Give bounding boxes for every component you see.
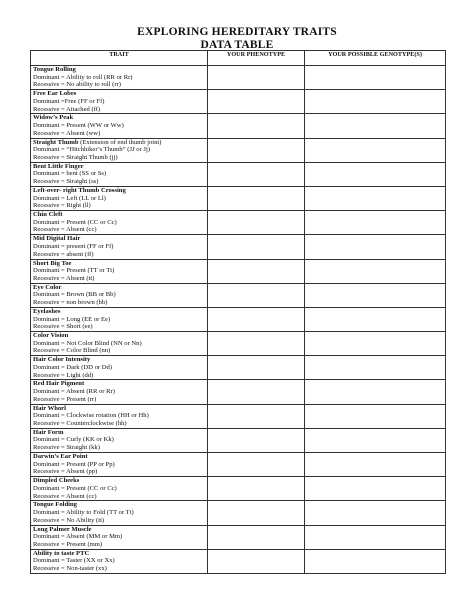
phenotype-cell[interactable] xyxy=(208,90,305,114)
genotype-cell[interactable] xyxy=(305,525,446,549)
trait-dominant: Dominant = Ability to roll (RR or Rr) xyxy=(33,73,133,81)
genotype-cell[interactable] xyxy=(305,477,446,501)
trait-recessive: Recessive = Light (dd) xyxy=(33,371,94,379)
trait-recessive: Recessive = Non-taster (xx) xyxy=(33,565,107,573)
trait-name: Chin Cleft xyxy=(33,211,63,219)
trait-name: Hair Color Intensity xyxy=(33,356,91,364)
trait-cell xyxy=(31,90,208,114)
trait-cell xyxy=(31,186,208,210)
table-row xyxy=(31,356,446,380)
genotype-cell[interactable] xyxy=(305,307,446,331)
traits-data-table xyxy=(30,50,446,574)
trait-dominant: Dominant = Present (CC or Cc) xyxy=(33,484,117,492)
table-row xyxy=(31,307,446,331)
trait-name: Mid Digital Hair xyxy=(33,235,81,243)
trait-recessive: Recessive = Absent (cc) xyxy=(33,226,97,234)
genotype-cell[interactable] xyxy=(305,211,446,235)
trait-recessive: Recessive = Color Blind (nn) xyxy=(33,347,111,355)
trait-name: Eyelashes xyxy=(33,307,61,315)
trait-heading xyxy=(33,356,207,364)
trait-heading xyxy=(33,550,207,558)
trait-dominant: Dominant = Curly (KK or Kk) xyxy=(33,436,114,444)
trait-name: Red Hair Pigment xyxy=(33,380,85,388)
trait-dominant: Dominant = Dark (DD or Dd) xyxy=(33,363,112,371)
trait-name: Hair Whorl xyxy=(33,404,66,412)
trait-cell xyxy=(31,283,208,307)
phenotype-cell[interactable] xyxy=(208,138,305,162)
phenotype-cell[interactable] xyxy=(208,404,305,428)
document-subtitle: DATA TABLE xyxy=(200,39,274,51)
trait-heading xyxy=(33,187,207,195)
trait-heading xyxy=(33,380,207,388)
trait-recessive: Recessive = Absent (pp) xyxy=(33,468,98,476)
trait-dominant: Dominant = Present (CC or Cc) xyxy=(33,218,117,226)
trait-recessive: Recessive = Present (rr) xyxy=(33,395,97,403)
trait-dominant: Dominant = Brown (BB or Bb) xyxy=(33,291,116,299)
phenotype-cell[interactable] xyxy=(208,259,305,283)
table-row xyxy=(31,162,446,186)
trait-name: Long Palmer Muscle xyxy=(33,525,92,533)
trait-cell xyxy=(31,404,208,428)
table-row xyxy=(31,235,446,259)
genotype-cell[interactable] xyxy=(305,235,446,259)
trait-name: Free Ear Lobes xyxy=(33,90,77,98)
genotype-cell[interactable] xyxy=(305,380,446,404)
phenotype-cell[interactable] xyxy=(208,356,305,380)
trait-recessive: Recessive = Counterclockwise (hh) xyxy=(33,419,127,427)
trait-cell xyxy=(31,114,208,138)
genotype-cell[interactable] xyxy=(305,138,446,162)
header-phenotype: YOUR PHENOTYPE xyxy=(208,51,305,66)
trait-name: Dimpled Cheeks xyxy=(33,477,80,485)
trait-recessive: Recessive = Right (ll) xyxy=(33,202,91,210)
phenotype-cell[interactable] xyxy=(208,235,305,259)
trait-name: Straight Thumb xyxy=(33,138,79,146)
table-header-row xyxy=(31,51,446,66)
trait-recessive: Recessive = absent (ff) xyxy=(33,250,94,258)
trait-recessive: Recessive = Straight (ss) xyxy=(33,178,99,186)
trait-cell xyxy=(31,501,208,525)
trait-heading xyxy=(33,114,207,122)
genotype-cell[interactable] xyxy=(305,114,446,138)
phenotype-cell[interactable] xyxy=(208,332,305,356)
phenotype-cell[interactable] xyxy=(208,428,305,452)
trait-cell xyxy=(31,525,208,549)
table-row xyxy=(31,138,446,162)
trait-heading xyxy=(33,66,207,74)
trait-dominant: Dominant = Not Color Blind (NN or Nn) xyxy=(33,339,142,347)
phenotype-cell[interactable] xyxy=(208,380,305,404)
trait-name: Color Vision xyxy=(33,332,69,340)
genotype-cell[interactable] xyxy=(305,428,446,452)
trait-recessive: Recessive = No ability to roll (rr) xyxy=(33,81,121,89)
trait-heading xyxy=(33,139,207,147)
trait-name: Ability to taste PTC xyxy=(33,549,90,557)
phenotype-cell[interactable] xyxy=(208,307,305,331)
genotype-cell[interactable] xyxy=(305,404,446,428)
trait-recessive: Recessive = Attached (ff) xyxy=(33,105,101,113)
phenotype-cell[interactable] xyxy=(208,549,305,573)
genotype-cell[interactable] xyxy=(305,501,446,525)
trait-note: (Extension of end thumb joint) xyxy=(78,138,162,146)
trait-dominant: Dominant = Ability to Fold (TT or Tt) xyxy=(33,509,134,517)
table-row xyxy=(31,428,446,452)
header-trait: TRAIT xyxy=(31,51,208,66)
trait-dominant: Dominant = Present (TT or Tt) xyxy=(33,267,115,275)
document-title: EXPLORING HEREDITARY TRAITS xyxy=(137,26,337,38)
phenotype-cell[interactable] xyxy=(208,453,305,477)
trait-cell xyxy=(31,477,208,501)
trait-heading xyxy=(33,332,207,340)
table-row xyxy=(31,259,446,283)
table-body xyxy=(31,66,446,574)
trait-recessive: Recessive = non brown (bb) xyxy=(33,299,108,306)
table-row xyxy=(31,404,446,428)
genotype-cell[interactable] xyxy=(305,283,446,307)
phenotype-cell[interactable] xyxy=(208,186,305,210)
trait-cell xyxy=(31,332,208,356)
trait-cell xyxy=(31,307,208,331)
trait-cell xyxy=(31,211,208,235)
table-row xyxy=(31,453,446,477)
trait-recessive: Recessive = Absent (cc) xyxy=(33,492,97,500)
table-row xyxy=(31,66,446,90)
trait-recessive: Recessive = Present (mm) xyxy=(33,540,103,548)
trait-heading xyxy=(33,211,207,219)
title-block xyxy=(0,26,474,52)
trait-name: Bent Little Finger xyxy=(33,162,84,170)
genotype-cell[interactable] xyxy=(305,162,446,186)
trait-name: Tongue Folding xyxy=(33,501,77,509)
trait-cell xyxy=(31,138,208,162)
table-row xyxy=(31,501,446,525)
trait-dominant: Dominant = Long (EE or Ee) xyxy=(33,315,111,323)
trait-name: Short Big Toe xyxy=(33,259,72,267)
trait-name: Widow’s Peak xyxy=(33,114,74,122)
trait-name: Left-over- right Thumb Crossing xyxy=(33,186,126,194)
header-genotype: YOUR POSSIBLE GENOTYPE(S) xyxy=(305,51,446,66)
trait-recessive: Recessive = Straight (kk) xyxy=(33,444,100,452)
table-row xyxy=(31,477,446,501)
trait-heading xyxy=(33,235,207,243)
trait-dominant: Dominant = present (FF or Ff) xyxy=(33,242,114,250)
trait-heading xyxy=(33,90,207,98)
trait-cell xyxy=(31,235,208,259)
trait-dominant: Dominant = “Hitchhiker’s Thumb” (JJ or Jj) xyxy=(33,146,151,154)
phenotype-cell[interactable] xyxy=(208,283,305,307)
trait-cell xyxy=(31,66,208,90)
genotype-cell[interactable] xyxy=(305,66,446,90)
trait-heading xyxy=(33,477,207,485)
phenotype-cell[interactable] xyxy=(208,66,305,90)
trait-cell xyxy=(31,162,208,186)
trait-heading xyxy=(33,453,207,461)
table-row xyxy=(31,549,446,573)
trait-recessive: Recessive = Absent (tt) xyxy=(33,274,95,282)
genotype-cell[interactable] xyxy=(305,549,446,573)
table-row xyxy=(31,114,446,138)
trait-recessive: Recessive = Straight Thumb (jj) xyxy=(33,153,118,161)
table-row xyxy=(31,525,446,549)
genotype-cell[interactable] xyxy=(305,356,446,380)
trait-name: Hair Form xyxy=(33,428,64,436)
phenotype-cell[interactable] xyxy=(208,162,305,186)
phenotype-cell[interactable] xyxy=(208,114,305,138)
trait-dominant: Dominant = Present (PP or Pp) xyxy=(33,460,115,468)
trait-heading xyxy=(33,260,207,268)
trait-recessive: Recessive = No Ability (tt) xyxy=(33,516,105,524)
genotype-cell[interactable] xyxy=(305,186,446,210)
trait-cell xyxy=(31,356,208,380)
trait-dominant: Dominant = Left (LL or Ll) xyxy=(33,194,106,202)
table-row xyxy=(31,380,446,404)
trait-dominant: Dominant = Absent (MM or Mm) xyxy=(33,533,123,541)
trait-heading xyxy=(33,526,207,534)
trait-heading xyxy=(33,284,207,292)
trait-dominant: Dominant =Free (FF or Ff) xyxy=(33,97,105,105)
trait-heading xyxy=(33,501,207,509)
table-row xyxy=(31,283,446,307)
trait-name: Eye Color xyxy=(33,283,62,291)
trait-dominant: Dominant = Taster (XX or Xx) xyxy=(33,557,115,565)
trait-cell xyxy=(31,380,208,404)
genotype-cell[interactable] xyxy=(305,259,446,283)
trait-cell xyxy=(31,453,208,477)
table-row xyxy=(31,186,446,210)
phenotype-cell[interactable] xyxy=(208,477,305,501)
trait-dominant: Dominant = Present (WW or Ww) xyxy=(33,122,124,130)
genotype-cell[interactable] xyxy=(305,90,446,114)
trait-heading xyxy=(33,308,207,316)
trait-dominant: Dominant = Clockwise rotation (HH or Hh) xyxy=(33,412,149,420)
table-row xyxy=(31,332,446,356)
trait-dominant: Dominant = Absent (RR or Rr) xyxy=(33,388,115,396)
table-row xyxy=(31,90,446,114)
trait-cell xyxy=(31,549,208,573)
trait-heading xyxy=(33,405,207,413)
trait-heading xyxy=(33,429,207,437)
genotype-cell[interactable] xyxy=(305,332,446,356)
genotype-cell[interactable] xyxy=(305,453,446,477)
trait-recessive: Recessive = Absent (ww) xyxy=(33,129,101,137)
trait-recessive: Recessive = Short (ee) xyxy=(33,323,93,331)
phenotype-cell[interactable] xyxy=(208,211,305,235)
trait-name: Darwin’s Ear Point xyxy=(33,453,88,460)
trait-name: Tongue Rolling xyxy=(33,66,76,73)
phenotype-cell[interactable] xyxy=(208,525,305,549)
trait-heading xyxy=(33,163,207,171)
trait-cell xyxy=(31,428,208,452)
trait-cell xyxy=(31,259,208,283)
trait-dominant: Dominant = bent (SS or Ss) xyxy=(33,170,107,178)
table-row xyxy=(31,211,446,235)
phenotype-cell[interactable] xyxy=(208,501,305,525)
